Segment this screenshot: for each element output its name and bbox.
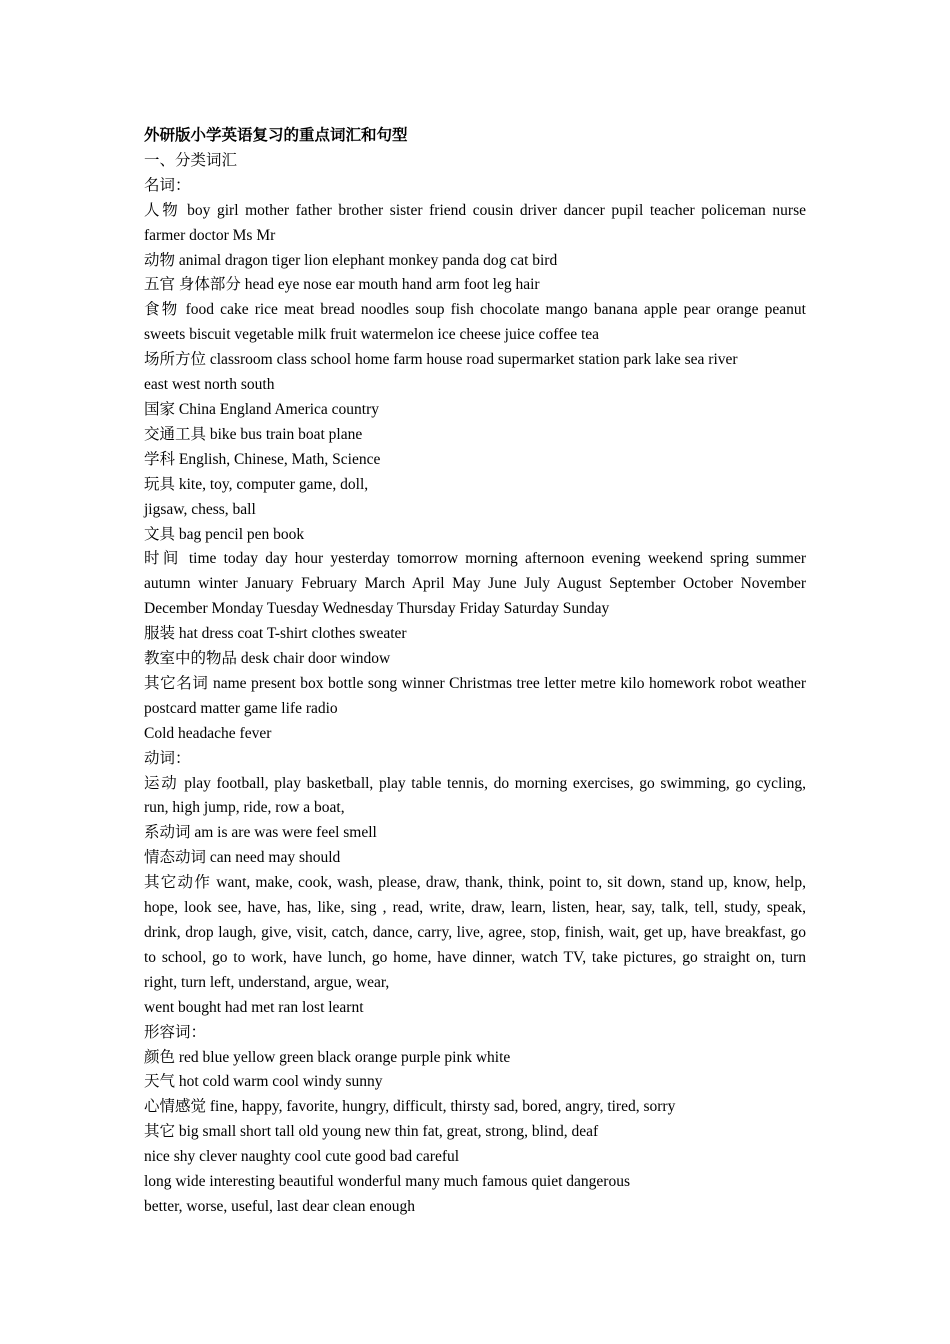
- verbs-heading: 动词：: [144, 749, 191, 767]
- nouns-places-line2: east west north south: [144, 376, 275, 394]
- nouns-food: 食物 food cake rice meat bread noodles soup fish chocolate mango banana apple pear orange peanut sweets biscuit vegetable milk fruit watermelon ice cheese juice coffee tea: [144, 301, 806, 344]
- nouns-clothes: 服装 hat dress coat T-shirt clothes sweater: [144, 625, 407, 643]
- nouns-time: 时间 time today day hour yesterday tomorrow morning afternoon evening weekend spring summer autumn winter January February March April May June July August September October November December Monday Tuesday Wednesday Thursday Friday Saturday Sunday: [144, 550, 806, 618]
- nouns-other: 其它名词 name present box bottle song winner Christmas tree letter metre kilo homework robot weather postcard matter game life radio: [144, 674, 806, 717]
- verbs-linking: 系动词 am is are was were feel smell: [144, 824, 377, 842]
- document-page: [144, 124, 806, 1220]
- nouns-toys-line1: 玩具 kite, toy, computer game, doll,: [144, 475, 369, 493]
- nouns-stationery: 文具 bag pencil pen book: [144, 525, 305, 543]
- adjectives-other-line2: nice shy clever naughty cool cute good bad careful: [144, 1148, 460, 1166]
- verbs-actions: 其它动作 want, make, cook, wash, please, draw, thank, think, point to, sit down, stand up, know, help, hope, look see, have, has, like, sing , read, write, draw, learn, listen, hear, say, talk, tell, study, speak, drink, drop laugh, give, visit, catch, dance, carry, live, agree, stop, finish, wait, get up, have breakfast, go to school, go to work, have lunch, go home, have dinner, watch TV, take pictures, go straight on, turn right, turn left, understand, argue, wear,: [144, 874, 806, 991]
- verbs-sports: 运动 play football, play basketball, play table tennis, do morning exercises, go swimming, go cycling, run, high jump, ride, row a boat,: [144, 774, 806, 817]
- nouns-places-line1: 场所方位 classroom class school home farm house road supermarket station park lake sea river: [144, 351, 738, 369]
- nouns-body: 五官 身体部分 head eye nose ear mouth hand arm foot leg hair: [144, 276, 540, 294]
- adjectives-other-line1: 其它 big small short tall old young new thin fat, great, strong, blind, deaf: [144, 1123, 599, 1141]
- nouns-transport: 交通工具 bike bus train boat plane: [144, 425, 363, 443]
- adjectives-other-line4: better, worse, useful, last dear clean enough: [144, 1197, 415, 1215]
- nouns-people: 人物 boy girl mother father brother sister friend cousin driver dancer pupil teacher policeman nurse farmer doctor Ms Mr: [144, 201, 806, 244]
- adjectives-colors: 颜色 red blue yellow green black orange purple pink white: [144, 1048, 511, 1066]
- nouns-countries: 国家 China England America country: [144, 400, 380, 418]
- section-heading: 一、分类词汇: [144, 151, 238, 169]
- nouns-illness: Cold headache fever: [144, 724, 272, 742]
- adjectives-weather: 天气 hot cold warm cool windy sunny: [144, 1073, 383, 1091]
- verbs-modal: 情态动词 can need may should: [144, 849, 341, 867]
- adjectives-feelings: 心情感觉 fine, happy, favorite, hungry, difficult, thirsty sad, bored, angry, tired, sorry: [144, 1098, 676, 1116]
- verbs-past: went bought had met ran lost learnt: [144, 998, 364, 1016]
- nouns-toys-line2: jigsaw, chess, ball: [144, 500, 256, 518]
- nouns-animals: 动物 animal dragon tiger lion elephant monkey panda dog cat bird: [144, 251, 558, 269]
- adjectives-heading: 形容词：: [144, 1023, 207, 1041]
- nouns-heading: 名词：: [144, 176, 191, 194]
- nouns-subjects: 学科 English, Chinese, Math, Science: [144, 450, 381, 468]
- adjectives-other-line3: long wide interesting beautiful wonderful many much famous quiet dangerous: [144, 1173, 630, 1191]
- document-title: 外研版小学英语复习的重点词汇和句型: [144, 127, 408, 144]
- nouns-classroom: 教室中的物品 desk chair door window: [144, 650, 391, 668]
